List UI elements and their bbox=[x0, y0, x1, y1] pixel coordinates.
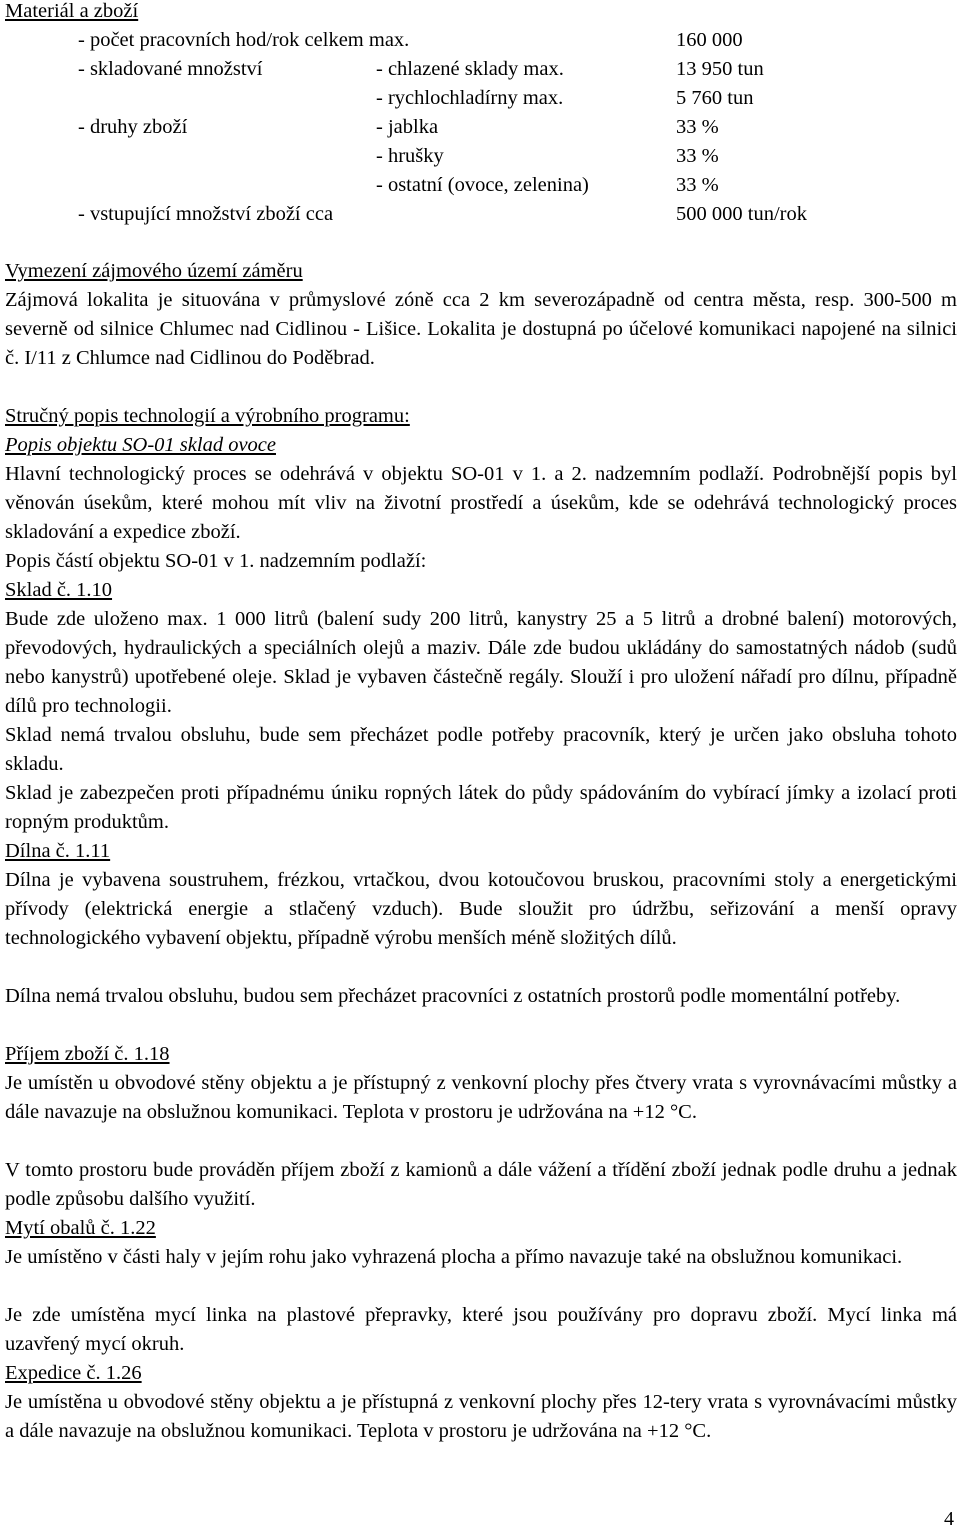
material-row-apples-value: 33 % bbox=[676, 116, 719, 138]
technology-heading: Stručný popis technologií a výrobního programu: bbox=[5, 405, 410, 427]
material-row-rapid-label: - rychlochladírny max. bbox=[376, 87, 564, 109]
workshop-heading: Dílna č. 1.11 bbox=[5, 840, 111, 862]
material-row-input-value: 500 000 tun/rok bbox=[676, 203, 807, 225]
area-heading: Vymezení zájmového území záměru bbox=[5, 260, 303, 282]
storage-heading: Sklad č. 1.10 bbox=[5, 579, 113, 601]
material-row-other-value: 33 % bbox=[676, 174, 719, 196]
material-row-hours-label: - počet pracovních hod/rok celkem max. bbox=[78, 29, 410, 51]
technology-paragraph: Hlavní technologický proces se odehrává v objektu SO-01 v 1. a 2. nadzemním podlaží. Podrobnější popis byl věnován úsekům, které mohou mít vliv na životní prostředí a úsekům, kde se odehrává technologický proces skladování a expedice zboží. bbox=[5, 463, 957, 543]
workshop-paragraph-1: Dílna je vybavena soustruhem, frézkou, vrtačkou, dvou kotoučovou bruskou, pracovními stoly a energetickými přívody (elektrická energie a stlačený vzduch). Bude sloužit pro údržbu, seřizování a menší opravy technologického vybavení objektu, případně výrobu menších méně složitých dílů. bbox=[5, 869, 957, 949]
material-row-chilled-label: - chlazené sklady max. bbox=[376, 58, 564, 80]
dispatch-paragraph-1: Je umístěna u obvodové stěny objektu a je přístupná z venkovní plochy přes 12-tery vrata s vyrovnávacími můstky a dále navazuje na obslužnou komunikaci. Teplota v prostoru je udržována na +12 °C. bbox=[5, 1391, 957, 1442]
material-row-rapid-value: 5 760 tun bbox=[676, 87, 754, 109]
workshop-paragraph-2: Dílna nemá trvalou obsluhu, budou sem přecházet pracovníci z ostatních prostorů podle momentální potřeby. bbox=[5, 985, 901, 1007]
material-row-input-label: - vstupující množství zboží cca bbox=[78, 203, 334, 225]
receiving-heading: Příjem zboží č. 1.18 bbox=[5, 1043, 170, 1065]
dispatch-heading: Expedice č. 1.26 bbox=[5, 1362, 142, 1384]
material-row-pears-label: - hrušky bbox=[376, 145, 444, 167]
material-row-pears-value: 33 % bbox=[676, 145, 719, 167]
material-heading: Materiál a zboží bbox=[5, 0, 139, 22]
receiving-paragraph-1: Je umístěn u obvodové stěny objektu a je přístupný z venkovní plochy přes čtvery vrata s vyrovnávacími můstky a dále navazuje na obslužnou komunikaci. Teplota v prostoru je udržována na +12 °C. bbox=[5, 1072, 957, 1123]
washing-paragraph-2: Je zde umístěna mycí linka na plastové přepravky, které jsou používány pro dopravu zboží. Mycí linka má uzavřený mycí okruh. bbox=[5, 1304, 957, 1355]
material-row-other-label: - ostatní (ovoce, zelenina) bbox=[376, 174, 589, 196]
material-row-stored-label: - skladované množství bbox=[78, 58, 263, 80]
material-row-apples-label: - jablka bbox=[376, 116, 439, 138]
washing-paragraph-1: Je umístěno v části haly v jejím rohu jako vyhrazená plocha a přímo navazuje také na obslužnou komunikaci. bbox=[5, 1246, 903, 1268]
material-row-chilled-value: 13 950 tun bbox=[676, 58, 764, 80]
area-paragraph: Zájmová lokalita je situována v průmyslové zóně cca 2 km severozápadně od centra města, resp. 300-500 m severně od silnice Chlumec nad Cidlinou - Lišice. Lokalita je dostupná po účelové komunikaci napojené na silnici č. I/11 z Chlumce nad Cidlinou do Poděbrad. bbox=[5, 289, 957, 369]
storage-paragraph-1: Bude zde uloženo max. 1 000 litrů (balení sudy 200 litrů, kanystry 25 a 5 litrů a drobné balení) motorových, převodových, hydraulických a speciálních olejů a maziv. Dále zde budou ukládány do samostatných nádob (sudů nebo kanystrů) upotřebené oleje. Sklad je vybaven částečně regály. Slouží i pro uložení nářadí pro dílnu, případně dílů pro technologii. bbox=[5, 608, 957, 717]
ground-floor-intro: Popis částí objektu SO-01 v 1. nadzemním podlaží: bbox=[5, 550, 427, 572]
material-row-hours-value: 160 000 bbox=[676, 29, 743, 51]
storage-paragraph-3: Sklad je zabezpečen proti případnému úniku ropných látek do půdy spádováním do vybírací jímky a izolací proti ropným produktům. bbox=[5, 782, 957, 833]
storage-paragraph-2: Sklad nemá trvalou obsluhu, bude sem přecházet podle potřeby pracovník, který je určen jako obsluha tohoto skladu. bbox=[5, 724, 957, 775]
material-row-types-label: - druhy zboží bbox=[78, 116, 188, 138]
building-subheading: Popis objektu SO-01 sklad ovoce bbox=[5, 434, 276, 456]
page-number: 4 bbox=[944, 1508, 954, 1530]
receiving-paragraph-2: V tomto prostoru bude prováděn příjem zboží z kamionů a dále vážení a třídění zboží jednak podle druhu a jednak podle způsobu dalšího využití. bbox=[5, 1159, 957, 1210]
washing-heading: Mytí obalů č. 1.22 bbox=[5, 1217, 156, 1239]
